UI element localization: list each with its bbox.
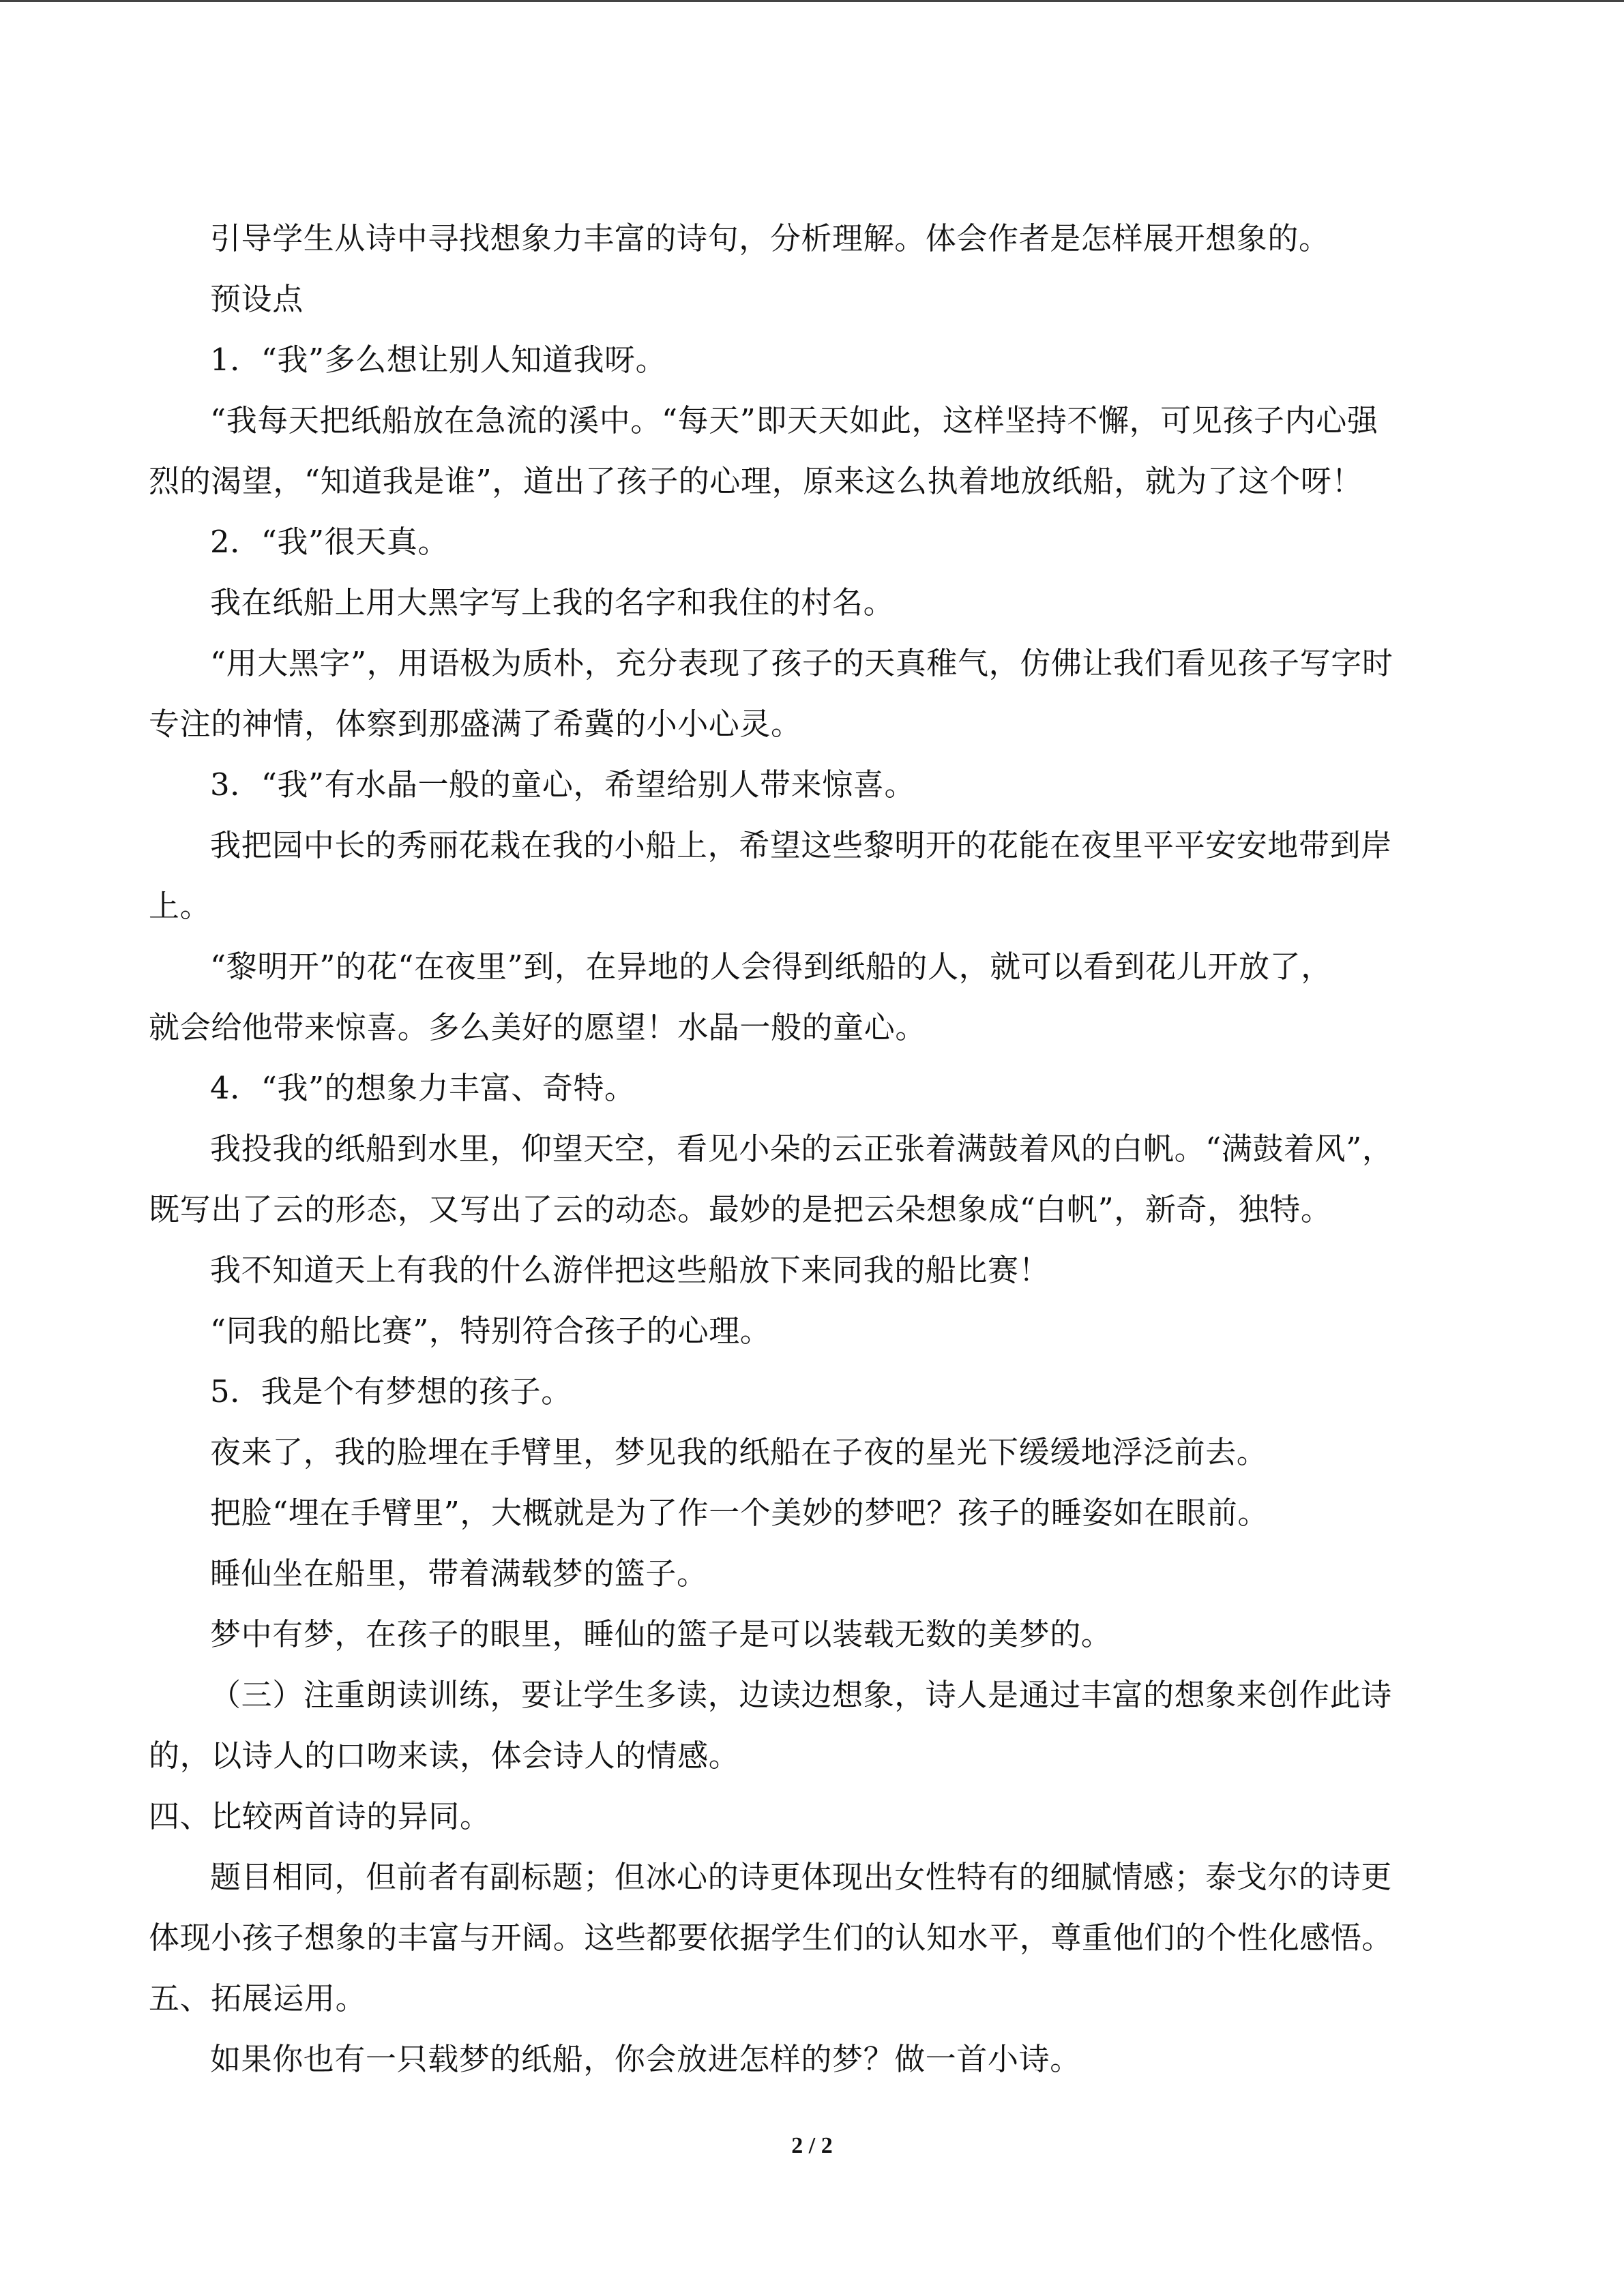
paragraph-line: 夜来了，我的脸埋在手臂里，梦见我的纸船在子夜的星光下缓缓地浮泛前去。 — [210, 1434, 1268, 1470]
paragraph-line: 如果你也有一只载梦的纸船，你会放进怎样的梦？做一首小诗。 — [210, 2041, 1081, 2077]
document-body — [149, 208, 1477, 2089]
paragraph-line: “黎明开”的花“在夜里”到，在异地的人会得到纸船的人，就可以看到花儿开放了， — [210, 949, 1332, 985]
paragraph-line: 预设点 — [210, 281, 304, 317]
paragraph-line: “用大黑字”，用语极为质朴，充分表现了孩子的天真稚气，仿佛让我们看见孩子写字时 — [210, 645, 1393, 681]
paragraph-line: 体现小孩子想象的丰富与开阔。这些都要依据学生们的认知水平，尊重他们的个性化感悟。 — [149, 1920, 1393, 1956]
paragraph-line: 梦中有梦，在孩子的眼里，睡仙的篮子是可以装载无数的美梦的。 — [210, 1616, 1112, 1652]
paragraph-line: 睡仙坐在船里，带着满载梦的篮子。 — [210, 1555, 708, 1592]
paragraph-line: （三）注重朗读训练，要让学生多读，边读边想象，诗人是通过丰富的想象来创作此诗 — [210, 1677, 1392, 1713]
paragraph-line: 3．“我”有水晶一般的童心，希望给别人带来惊喜。 — [210, 766, 916, 803]
paragraph-line: 专注的神情，体察到那盛满了希冀的小小心灵。 — [149, 706, 802, 742]
page-number: 2 / 2 — [791, 2133, 833, 2158]
paragraph-line: 把脸“埋在手臂里”，大概就是为了作一个美妙的梦吧？孩子的睡姿如在眼前。 — [210, 1495, 1269, 1531]
paragraph-line: 题目相同，但前者有副标题；但冰心的诗更体现出女性特有的细腻情感；泰戈尔的诗更 — [210, 1859, 1392, 1895]
paragraph-line: 4．“我”的想象力丰富、奇特。 — [210, 1070, 636, 1106]
paragraph-line: “我每天把纸船放在急流的溪中。“每天”即天天如此，这样坚持不懈，可见孩子内心强 — [210, 402, 1378, 438]
paragraph-line: 引导学生从诗中寻找想象力丰富的诗句，分析理解。体会作者是怎样展开想象的。 — [210, 220, 1330, 256]
paragraph-line: 上。 — [149, 888, 211, 924]
section-heading-extend: 五、拓展运用。 — [149, 1980, 367, 2016]
paragraph-line: 我不知道天上有我的什么游伴把这些船放下来同我的船比赛！ — [210, 1252, 1050, 1288]
section-heading-compare: 四、比较两首诗的异同。 — [149, 1798, 491, 1834]
paragraph-line: 5．我是个有梦想的孩子。 — [210, 1373, 572, 1410]
paragraph-line: 我投我的纸船到水里，仰望天空，看见小朵的云正张着满鼓着风的白帆。“满鼓着风”， — [210, 1131, 1393, 1167]
paragraph-line: 2．“我”很天真。 — [210, 524, 449, 560]
paragraph-line: 我在纸船上用大黑字写上我的名字和我住的村名。 — [210, 584, 895, 621]
paragraph-line: 就会给他带来惊喜。多么美好的愿望！水晶一般的童心。 — [149, 1009, 927, 1045]
paragraph-line: 既写出了云的形态，又写出了云的动态。最妙的是把云朵想象成“白帆”，新奇，独特。 — [149, 1191, 1332, 1227]
paragraph-line: 我把园中长的秀丽花栽在我的小船上，希望这些黎明开的花能在夜里平平安安地带到岸 — [210, 827, 1392, 863]
paragraph-line: “同我的船比赛”，特别符合孩子的心理。 — [210, 1313, 771, 1349]
paragraph-line: 烈的渴望，“知道我是谁”，道出了孩子的心理，原来这么执着地放纸船，就为了这个呀！ — [149, 463, 1363, 499]
paragraph-line: 1．“我”多么想让别人知道我呀。 — [210, 342, 667, 378]
top-border-rule — [0, 0, 1624, 2]
paragraph-line: 的，以诗人的口吻来读，体会诗人的情感。 — [149, 1738, 740, 1774]
